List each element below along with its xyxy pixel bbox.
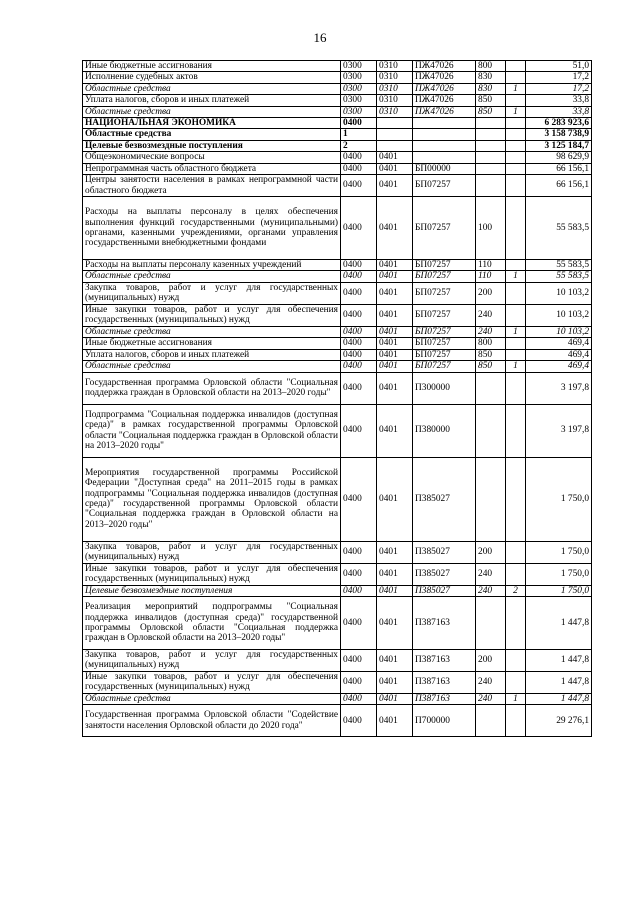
table-row [83,106,592,117]
row-chapter-cell: 0400 [341,197,377,260]
row-expense-type-cell [476,372,506,404]
row-source-cell [506,197,526,260]
row-chapter-cell: 0400 [341,152,377,163]
row-expense-type-cell: 240 [476,693,506,704]
row-article-cell: П385027 [413,585,476,596]
row-subsection-cell: 0401 [377,282,413,304]
table-row [83,693,592,704]
table-row [83,338,592,349]
row-name-cell: Подпрограмма "Социальная поддержка инвалидов (доступная среда)" в рамках государственной программы Орловской области "Социальная поддержка граждан в Орловской области на 2013–2020 годы" [83,404,341,457]
row-source-cell [506,671,526,693]
table-row [83,585,592,596]
row-subsection-cell: 0401 [377,671,413,693]
row-name-cell: Иные бюджетные ассигнования [83,338,341,349]
table-row [83,671,592,693]
row-source-cell [506,129,526,140]
row-subsection-cell: 0401 [377,338,413,349]
row-amount-cell: 33,8 [526,106,592,117]
row-amount-cell: 29 276,1 [526,705,592,737]
row-subsection-cell: 0401 [377,404,413,457]
row-article-cell: БП07257 [413,338,476,349]
row-subsection-cell: 0401 [377,175,413,197]
row-chapter-cell: 0400 [341,404,377,457]
row-amount-cell: 3 125 184,7 [526,140,592,151]
row-expense-type-cell [476,140,506,151]
table-row [83,118,592,129]
row-subsection-cell: 0310 [377,83,413,94]
row-subsection-cell: 0401 [377,326,413,337]
row-expense-type-cell [476,457,506,541]
row-expense-type-cell: 200 [476,649,506,671]
row-source-cell [506,260,526,271]
row-source-cell [506,705,526,737]
row-subsection-cell: 0401 [377,541,413,563]
row-chapter-cell: 0400 [341,705,377,737]
row-source-cell [506,118,526,129]
row-subsection-cell: 0401 [377,705,413,737]
row-subsection-cell: 0401 [377,585,413,596]
table-row [83,83,592,94]
row-source-cell: 1 [506,83,526,94]
row-source-cell [506,541,526,563]
row-amount-cell: 10 103,2 [526,282,592,304]
row-name-cell: Общеэкономические вопросы [83,152,341,163]
row-source-cell [506,282,526,304]
row-article-cell: БП07257 [413,349,476,360]
row-source-cell [506,61,526,72]
row-expense-type-cell: 110 [476,260,506,271]
row-article-cell: БП00000 [413,163,476,174]
row-chapter-cell: 0400 [341,118,377,129]
budget-table-body [83,61,592,737]
row-chapter-cell: 0400 [341,361,377,372]
row-article-cell: П387163 [413,693,476,704]
row-amount-cell: 3 158 738,9 [526,129,592,140]
row-amount-cell: 469,4 [526,361,592,372]
row-source-cell [506,95,526,106]
row-amount-cell: 51,0 [526,61,592,72]
row-source-cell [506,649,526,671]
page-number: 16 [313,30,327,45]
row-chapter-cell: 0400 [341,175,377,197]
row-amount-cell: 55 583,5 [526,260,592,271]
row-amount-cell: 1 750,0 [526,585,592,596]
row-subsection-cell: 0401 [377,152,413,163]
row-amount-cell: 55 583,5 [526,197,592,260]
row-article-cell: БП07257 [413,271,476,282]
row-chapter-cell: 0400 [341,163,377,174]
row-article-cell [413,140,476,151]
row-chapter-cell: 0400 [341,282,377,304]
table-row [83,95,592,106]
row-expense-type-cell [476,705,506,737]
row-article-cell [413,152,476,163]
table-row [83,596,592,649]
row-source-cell [506,457,526,541]
row-chapter-cell: 0300 [341,106,377,117]
row-name-cell: Исполнение судебных актов [83,72,341,83]
row-expense-type-cell: 830 [476,83,506,94]
row-chapter-cell: 0400 [341,260,377,271]
table-row [83,197,592,260]
table-row [83,140,592,151]
row-subsection-cell: 0401 [377,596,413,649]
row-source-cell [506,140,526,151]
row-expense-type-cell [476,129,506,140]
row-amount-cell: 1 447,8 [526,596,592,649]
table-row [83,260,592,271]
row-expense-type-cell [476,404,506,457]
row-expense-type-cell: 850 [476,349,506,360]
table-row [83,72,592,83]
row-source-cell [506,404,526,457]
row-chapter-cell: 0300 [341,95,377,106]
row-article-cell: ПЖ47026 [413,61,476,72]
table-row [83,705,592,737]
row-name-cell: Иные закупки товаров, работ и услуг для обеспечения государственных (муниципальных) нужд [83,671,341,693]
row-amount-cell: 3 197,8 [526,372,592,404]
row-chapter-cell: 0400 [341,671,377,693]
row-article-cell: ПЖ47026 [413,95,476,106]
row-expense-type-cell: 830 [476,72,506,83]
table-row [83,163,592,174]
row-amount-cell: 1 447,8 [526,671,592,693]
row-subsection-cell: 0401 [377,693,413,704]
row-subsection-cell: 0310 [377,95,413,106]
row-expense-type-cell: 200 [476,282,506,304]
row-article-cell: БП07257 [413,175,476,197]
row-amount-cell: 33,8 [526,95,592,106]
row-article-cell: П387163 [413,671,476,693]
row-subsection-cell: 0401 [377,349,413,360]
table-row [83,175,592,197]
row-article-cell: БП07257 [413,282,476,304]
table-row [83,271,592,282]
row-article-cell: П385027 [413,563,476,585]
row-chapter-cell: 0300 [341,83,377,94]
row-chapter-cell: 2 [341,140,377,151]
row-source-cell: 1 [506,361,526,372]
row-article-cell [413,129,476,140]
row-subsection-cell: 0401 [377,260,413,271]
row-expense-type-cell: 100 [476,197,506,260]
row-amount-cell: 1 447,8 [526,693,592,704]
table-row [83,563,592,585]
row-source-cell: 1 [506,326,526,337]
row-expense-type-cell: 110 [476,271,506,282]
table-row [83,372,592,404]
row-article-cell: БП07257 [413,304,476,326]
row-expense-type-cell: 240 [476,563,506,585]
row-chapter-cell: 0400 [341,541,377,563]
row-article-cell: ПЖ47026 [413,83,476,94]
row-amount-cell: 1 447,8 [526,649,592,671]
row-chapter-cell: 0300 [341,61,377,72]
row-name-cell: Областные средства [83,83,341,94]
row-expense-type-cell [476,175,506,197]
row-expense-type-cell [476,118,506,129]
row-source-cell: 1 [506,693,526,704]
row-chapter-cell: 0400 [341,372,377,404]
row-source-cell: 1 [506,271,526,282]
row-source-cell [506,349,526,360]
row-subsection-cell: 0401 [377,563,413,585]
row-name-cell: Закупка товаров, работ и услуг для государственных (муниципальных) нужд [83,649,341,671]
row-article-cell: ПЖ47026 [413,106,476,117]
table-row [83,457,592,541]
row-amount-cell: 469,4 [526,338,592,349]
row-expense-type-cell: 240 [476,304,506,326]
row-subsection-cell: 0401 [377,649,413,671]
row-amount-cell: 6 283 923,6 [526,118,592,129]
row-source-cell [506,175,526,197]
row-expense-type-cell: 800 [476,338,506,349]
table-row [83,61,592,72]
row-amount-cell: 3 197,8 [526,404,592,457]
row-chapter-cell: 0400 [341,349,377,360]
row-expense-type-cell: 240 [476,671,506,693]
row-name-cell: Закупка товаров, работ и услуг для государственных (муниципальных) нужд [83,282,341,304]
row-name-cell: Центры занятости населения в рамках непрограммной части областного бюджета [83,175,341,197]
row-article-cell: П300000 [413,372,476,404]
row-article-cell: П387163 [413,596,476,649]
budget-table [82,60,592,737]
row-subsection-cell: 0401 [377,304,413,326]
row-article-cell: П700000 [413,705,476,737]
table-row [83,649,592,671]
row-expense-type-cell [476,152,506,163]
row-name-cell: Целевые безвозмездные поступления [83,140,341,151]
row-name-cell: Уплата налогов, сборов и иных платежей [83,349,341,360]
row-source-cell [506,338,526,349]
row-source-cell: 1 [506,106,526,117]
row-name-cell: Областные средства [83,271,341,282]
row-subsection-cell: 0401 [377,271,413,282]
row-source-cell [506,372,526,404]
row-amount-cell: 17,2 [526,72,592,83]
row-amount-cell: 98 629,9 [526,152,592,163]
row-amount-cell: 66 156,1 [526,175,592,197]
row-expense-type-cell [476,163,506,174]
row-article-cell: П385027 [413,541,476,563]
row-source-cell [506,563,526,585]
row-name-cell: Расходы на выплаты персоналу казенных учреждений [83,260,341,271]
row-name-cell: Непрограммная часть областного бюджета [83,163,341,174]
row-expense-type-cell: 800 [476,61,506,72]
row-name-cell: Областные средства [83,326,341,337]
row-chapter-cell: 0400 [341,693,377,704]
row-amount-cell: 1 750,0 [526,457,592,541]
row-expense-type-cell: 850 [476,95,506,106]
row-chapter-cell: 0400 [341,326,377,337]
row-subsection-cell: 0401 [377,197,413,260]
table-row [83,361,592,372]
row-chapter-cell: 0400 [341,563,377,585]
row-amount-cell: 10 103,2 [526,326,592,337]
row-name-cell: Областные средства [83,106,341,117]
row-article-cell [413,118,476,129]
row-source-cell [506,72,526,83]
row-expense-type-cell: 240 [476,585,506,596]
row-source-cell [506,596,526,649]
row-article-cell: БП07257 [413,326,476,337]
row-article-cell: БП07257 [413,197,476,260]
row-name-cell: Расходы на выплаты персоналу в целях обеспечения выполнения функций государственными (муниципальными) органами, казенными учреждениями, органами управления государственными внебюджетными фондами [83,197,341,260]
table-row [83,326,592,337]
row-article-cell: П385027 [413,457,476,541]
row-article-cell: БП07257 [413,260,476,271]
row-chapter-cell: 1 [341,129,377,140]
row-amount-cell: 1 750,0 [526,563,592,585]
row-amount-cell: 55 583,5 [526,271,592,282]
row-name-cell: Уплата налогов, сборов и иных платежей [83,95,341,106]
row-expense-type-cell: 240 [476,326,506,337]
row-subsection-cell [377,129,413,140]
row-subsection-cell [377,140,413,151]
row-subsection-cell: 0310 [377,72,413,83]
row-name-cell: Целевые безвозмездные поступления [83,585,341,596]
row-amount-cell: 10 103,2 [526,304,592,326]
row-name-cell: Государственная программа Орловской области "Содействие занятости населения Орловской области до 2020 года" [83,705,341,737]
row-name-cell: Областные средства [83,129,341,140]
row-chapter-cell: 0400 [341,585,377,596]
row-name-cell: Иные бюджетные ассигнования [83,61,341,72]
table-row [83,349,592,360]
row-article-cell: П387163 [413,649,476,671]
row-name-cell: НАЦИОНАЛЬНАЯ ЭКОНОМИКА [83,118,341,129]
table-row [83,404,592,457]
row-chapter-cell: 0400 [341,596,377,649]
row-chapter-cell: 0400 [341,457,377,541]
table-row [83,304,592,326]
row-subsection-cell: 0401 [377,372,413,404]
row-amount-cell: 1 750,0 [526,541,592,563]
row-source-cell [506,163,526,174]
row-name-cell: Реализация мероприятий подпрограммы "Социальная поддержка инвалидов (доступная среда)" государственной программы Орловской области "Социальная поддержка граждан в Орловской области на 2013–2020 годы" [83,596,341,649]
row-amount-cell: 66 156,1 [526,163,592,174]
row-expense-type-cell: 200 [476,541,506,563]
row-name-cell: Закупка товаров, работ и услуг для государственных (муниципальных) нужд [83,541,341,563]
row-subsection-cell [377,118,413,129]
row-source-cell [506,304,526,326]
row-amount-cell: 17,2 [526,83,592,94]
table-row [83,282,592,304]
row-chapter-cell: 0400 [341,649,377,671]
row-subsection-cell: 0310 [377,61,413,72]
table-row [83,129,592,140]
row-chapter-cell: 0400 [341,271,377,282]
row-name-cell: Мероприятия государственной программы Российской Федерации "Доступная среда" на 2011–2015 годы в рамках подпрограммы "Социальная поддержка инвалидов (доступная среда)" государственной программы Орловской области "Социальная поддержка граждан в Орловской области на 2013–2020 годы" [83,457,341,541]
row-name-cell: Иные закупки товаров, работ и услуг для обеспечения государственных (муниципальных) нужд [83,304,341,326]
row-expense-type-cell: 850 [476,361,506,372]
row-expense-type-cell: 850 [476,106,506,117]
row-expense-type-cell [476,596,506,649]
row-article-cell: ПЖ47026 [413,72,476,83]
row-chapter-cell: 0400 [341,338,377,349]
row-name-cell: Областные средства [83,693,341,704]
row-chapter-cell: 0300 [341,72,377,83]
row-name-cell: Государственная программа Орловской области "Социальная поддержка граждан в Орловской области на 2013–2020 годы" [83,372,341,404]
row-article-cell: БП07257 [413,361,476,372]
row-source-cell: 2 [506,585,526,596]
row-subsection-cell: 0401 [377,361,413,372]
table-row [83,541,592,563]
row-name-cell: Иные закупки товаров, работ и услуг для обеспечения государственных (муниципальных) нужд [83,563,341,585]
row-article-cell: П380000 [413,404,476,457]
row-name-cell: Областные средства [83,361,341,372]
row-subsection-cell: 0310 [377,106,413,117]
row-source-cell [506,152,526,163]
row-amount-cell: 469,4 [526,349,592,360]
table-row [83,152,592,163]
row-subsection-cell: 0401 [377,163,413,174]
row-subsection-cell: 0401 [377,457,413,541]
row-chapter-cell: 0400 [341,304,377,326]
